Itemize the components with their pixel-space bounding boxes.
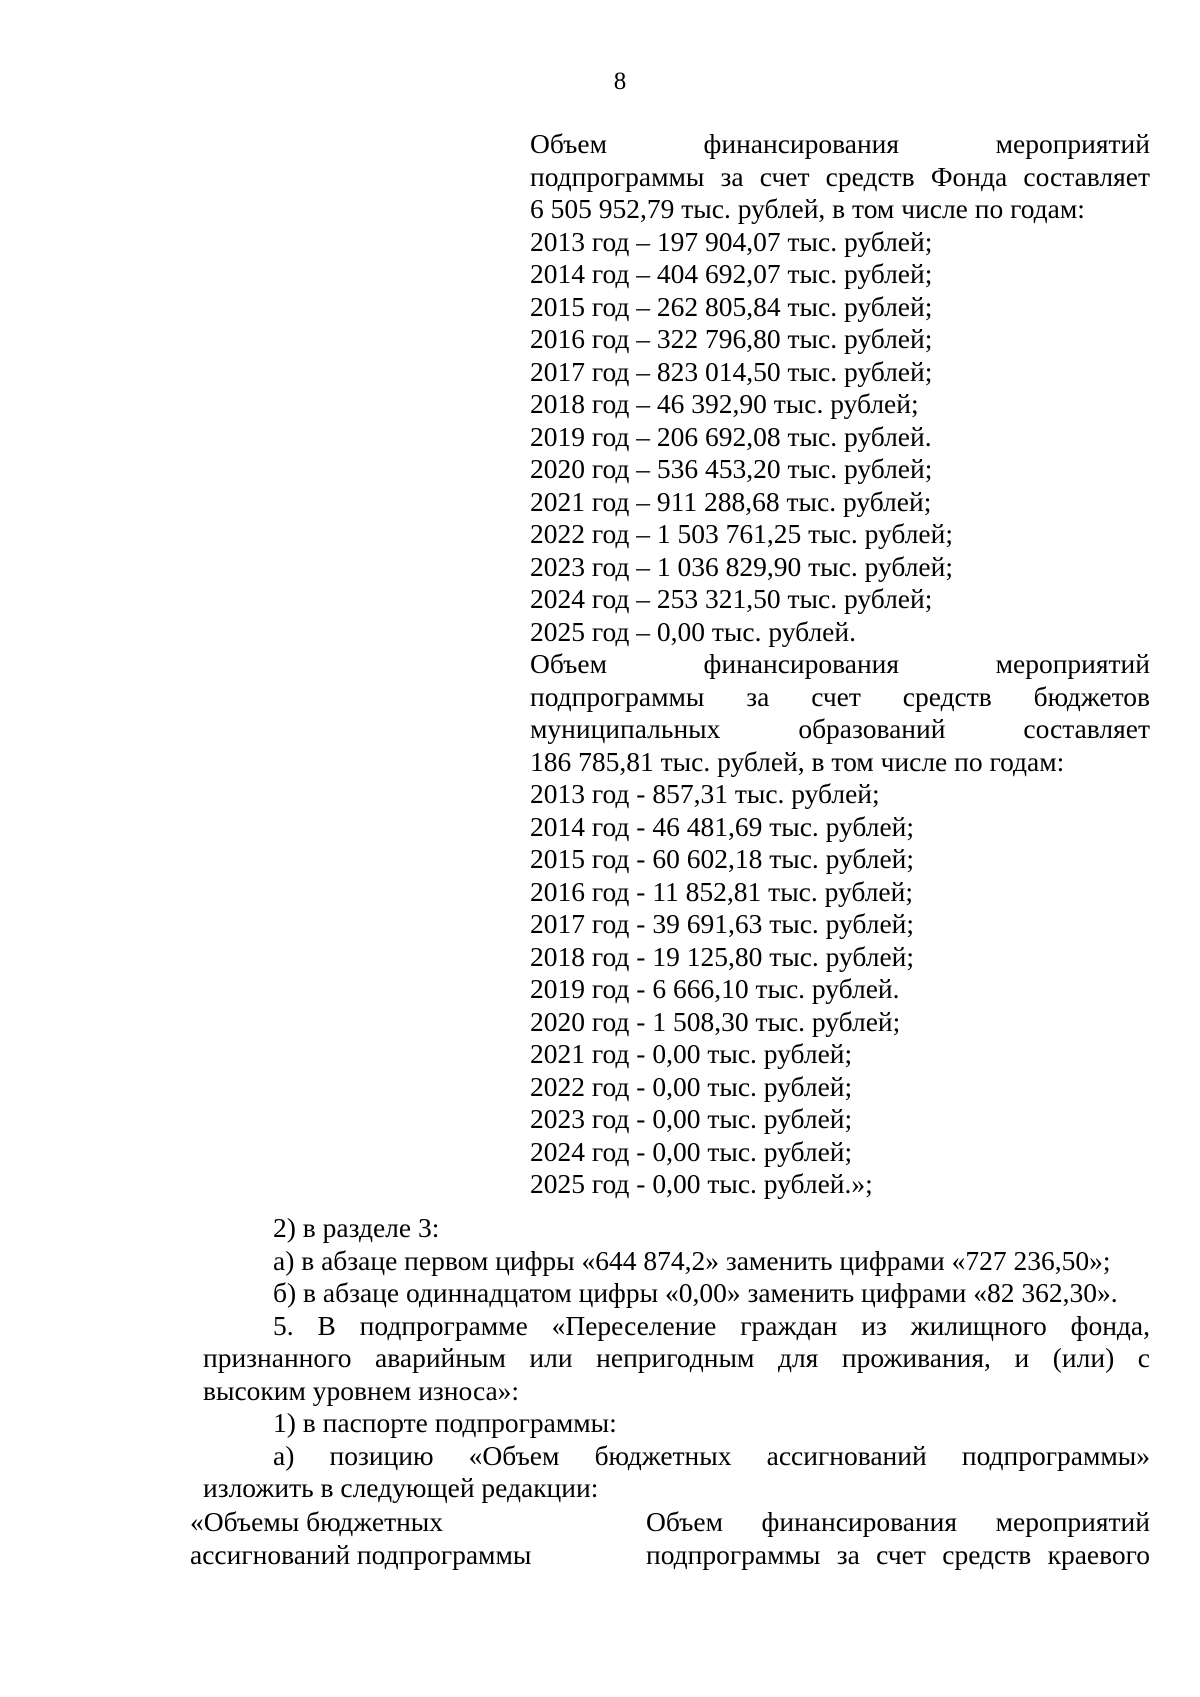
section3-heading: 2) в разделе 3:	[273, 1212, 440, 1243]
municipal-year-line: 2020 год - 1 508,30 тыс. рублей;	[530, 1005, 901, 1037]
position-paragraph-line: а) позицию «Объем бюджетных ассигнований подпрограммы»	[273, 1439, 1150, 1471]
point5-paragraph-line: высоким уровнем износа»:	[203, 1374, 520, 1406]
fund-intro-line: подпрограммы за счет средств Фонда составляет	[530, 160, 1150, 192]
table-value-line: Объем финансирования мероприятий	[646, 1506, 1150, 1537]
funding-column	[530, 128, 1150, 1201]
fund-year-line: 2022 год – 1 503 761,25 тыс. рублей;	[530, 518, 953, 549]
table-label-line: ассигнований подпрограммы	[190, 1538, 532, 1570]
amendment-item-b: б) в абзаце одиннадцатом цифры «0,00» заменить цифрами «82 362,30».	[273, 1277, 1118, 1308]
amendment-item-a: а) в абзаце первом цифры «644 874,2» заменить цифрами «727 236,50»;	[273, 1244, 1111, 1276]
document-body	[203, 1212, 1150, 1505]
municipal-intro-line: 186 785,81 тыс. рублей, в том числе по годам:	[530, 745, 1065, 777]
municipal-year-line: 2014 год - 46 481,69 тыс. рублей;	[530, 810, 915, 842]
municipal-intro-line: муниципальных образований составляет	[530, 713, 1150, 744]
table-value-line: подпрограммы за счет средств краевого	[646, 1538, 1150, 1570]
point5-paragraph-line: 5. В подпрограмме «Переселение граждан из жилищного фонда,	[273, 1309, 1150, 1341]
municipal-year-line: 2021 год - 0,00 тыс. рублей;	[530, 1038, 853, 1069]
municipal-year-line: 2023 год - 0,00 тыс. рублей;	[530, 1103, 853, 1134]
fund-year-line: 2013 год – 197 904,07 тыс. рублей;	[530, 225, 933, 257]
fund-year-line: 2017 год – 823 014,50 тыс. рублей;	[530, 355, 933, 387]
municipal-year-line: 2017 год - 39 691,63 тыс. рублей;	[530, 908, 915, 939]
fund-year-line: 2021 год – 911 288,68 тыс. рублей;	[530, 485, 932, 517]
fund-year-line: 2019 год – 206 692,08 тыс. рублей.	[530, 420, 932, 452]
passport-heading: 1) в паспорте подпрограммы:	[273, 1407, 617, 1438]
municipal-year-line: 2019 год - 6 666,10 тыс. рублей.	[530, 973, 900, 1004]
fund-year-line: 2020 год – 536 453,20 тыс. рублей;	[530, 453, 933, 484]
fund-intro-line: 6 505 952,79 тыс. рублей, в том числе по годам:	[530, 193, 1085, 224]
table-label-line: «Объемы бюджетных	[190, 1506, 444, 1537]
table-value-cell	[646, 1506, 1150, 1571]
municipal-year-line: 2024 год - 0,00 тыс. рублей;	[530, 1135, 853, 1167]
municipal-year-line: 2022 год - 0,00 тыс. рублей;	[530, 1070, 853, 1102]
point5-paragraph-line: признанного аварийным или непригодным для проживания, и (или) с	[203, 1342, 1150, 1373]
municipal-year-line: 2016 год - 11 852,81 тыс. рублей;	[530, 875, 913, 907]
fund-year-line: 2014 год – 404 692,07 тыс. рублей;	[530, 258, 933, 289]
fund-year-line: 2015 год – 262 805,84 тыс. рублей;	[530, 290, 933, 322]
fund-year-line: 2018 год – 46 392,90 тыс. рублей;	[530, 388, 919, 419]
fund-year-line: 2016 год – 322 796,80 тыс. рублей;	[530, 323, 933, 354]
page-number: 8	[613, 68, 627, 95]
fund-intro-line: Объем финансирования мероприятий	[530, 128, 1150, 159]
fund-year-line: 2023 год – 1 036 829,90 тыс. рублей;	[530, 550, 953, 582]
municipal-year-line: 2025 год - 0,00 тыс. рублей.»;	[530, 1168, 873, 1199]
municipal-intro-line: подпрограммы за счет средств бюджетов	[530, 680, 1150, 712]
position-paragraph-line: изложить в следующей редакции:	[203, 1472, 599, 1503]
table-label-cell	[190, 1506, 590, 1571]
fund-year-line: 2025 год – 0,00 тыс. рублей.	[530, 615, 856, 647]
municipal-year-line: 2018 год - 19 125,80 тыс. рублей;	[530, 940, 915, 972]
municipal-intro-line: Объем финансирования мероприятий	[530, 648, 1150, 679]
municipal-year-line: 2015 год - 60 602,18 тыс. рублей;	[530, 843, 915, 874]
municipal-year-line: 2013 год - 857,31 тыс. рублей;	[530, 778, 880, 809]
fund-year-line: 2024 год – 253 321,50 тыс. рублей;	[530, 583, 933, 614]
